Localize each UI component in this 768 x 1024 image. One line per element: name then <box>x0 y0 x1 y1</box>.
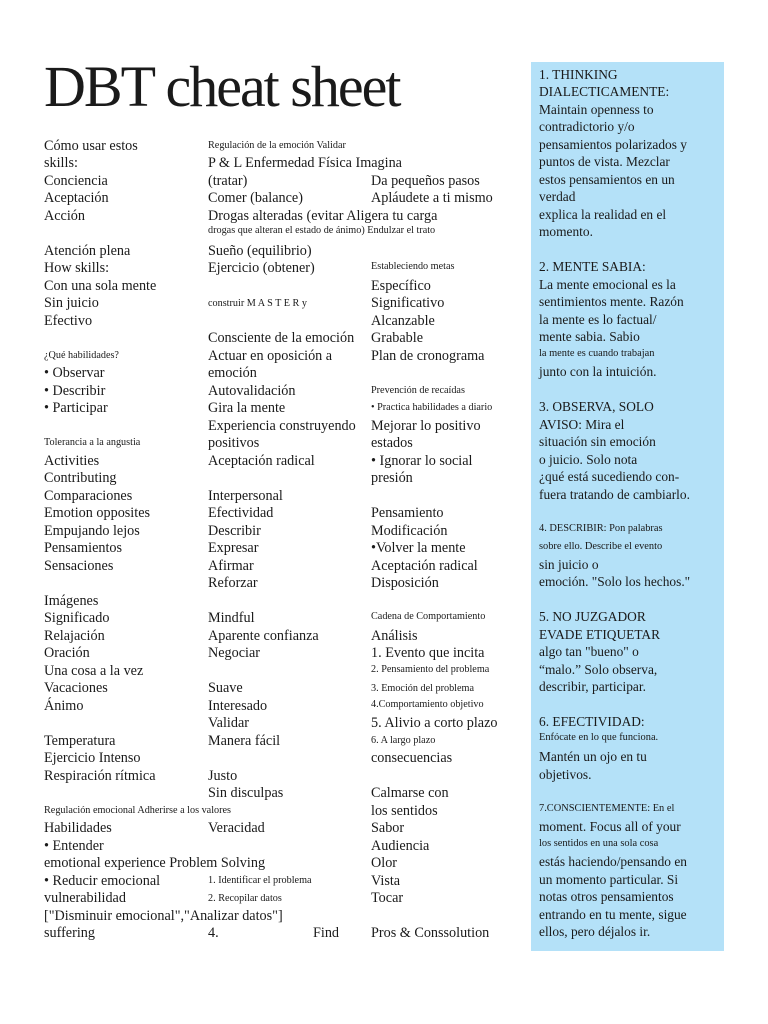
sidebar-line: sentimientos mente. Razón <box>539 294 684 309</box>
column-line: emotional experience Problem Solving <box>44 855 266 871</box>
column-line: Negociar <box>208 645 260 661</box>
column-line: • Practica habilidades a diario <box>371 402 493 413</box>
column-line: Con una sola mente <box>44 278 157 294</box>
column-line: suffering <box>44 925 95 941</box>
sidebar-line: describir, participar. <box>539 679 646 694</box>
column-line: Tolerancia a la angustia <box>44 437 141 448</box>
column-line: Regulación de la emoción Validar <box>208 140 346 151</box>
sidebar-line: algo tan "bueno" o <box>539 644 639 659</box>
column-line: Afirmar <box>208 558 254 574</box>
column-line: P & L Enfermedad Física Imagina <box>208 155 402 171</box>
sidebar-line: un momento particular. Si <box>539 872 679 887</box>
sidebar-line: verdad <box>539 189 576 204</box>
sidebar-line: estos pensamientos en un <box>539 172 675 187</box>
column-line: Aparente confianza <box>208 628 319 644</box>
sidebar-line: explica la realidad en el <box>539 207 667 222</box>
column-line: Gira la mente <box>208 400 286 416</box>
column-line: How skills: <box>44 260 110 276</box>
sidebar-line: DIALECTICAMENTE: <box>539 84 670 99</box>
sidebar-line: notas otros pensamientos <box>539 889 674 904</box>
sidebar-line: moment. Focus all of your <box>539 819 681 834</box>
column-line: 5. Alivio a corto plazo <box>371 715 498 731</box>
column-line: •Volver la mente <box>371 540 466 556</box>
column-line: Reforzar <box>208 575 258 591</box>
column-line: Experiencia construyendo <box>208 418 356 434</box>
sidebar-line: Mantén un ojo en tu <box>539 749 647 764</box>
column-line: Describir <box>208 523 261 539</box>
column-line: drogas que alteran el estado de ánimo) Endulzar el trato <box>208 225 436 236</box>
column-line: skills: <box>44 155 78 171</box>
column-line: • Observar <box>44 365 105 381</box>
column-line: • Entender <box>44 838 104 854</box>
sidebar-line: Maintain openness to <box>539 102 654 117</box>
column-line: Contributing <box>44 470 117 486</box>
column-line: Comer (balance) <box>208 190 303 206</box>
column-line: Pros & Conssolution <box>371 925 490 941</box>
sidebar-line: 7.CONSCIENTEMENTE: En el <box>539 803 675 814</box>
column-line: Autovalidación <box>208 383 296 399</box>
column-line: Sabor <box>371 820 405 836</box>
page-title: DBT cheat sheet <box>44 54 400 119</box>
column-line: ["Disminuir emocional","Analizar datos"] <box>44 908 283 924</box>
column-line: • Reducir emocional <box>44 873 161 889</box>
column-line: presión <box>371 470 413 486</box>
column-line: Respiración rítmica <box>44 768 156 784</box>
column-line: Efectivo <box>44 313 93 329</box>
column-line: 1. Identificar el problema <box>208 875 312 886</box>
column-line: Imágenes <box>44 593 99 609</box>
column-line: Grabable <box>371 330 423 346</box>
column-line: Sin juicio <box>44 295 99 311</box>
sidebar-line: 4. DESCRIBIR: Pon palabras <box>539 523 663 534</box>
column-line: 2. Recopilar datos <box>208 893 282 904</box>
column-line: Pensamientos <box>44 540 123 556</box>
column-line: construir M A S T E R y <box>208 298 307 309</box>
column-line: Plan de cronograma <box>371 348 485 364</box>
column-line: Regulación emocional Adherirse a los valores <box>44 805 231 816</box>
floating-line: Find <box>313 925 340 941</box>
sidebar-line: sobre ello. Describe el evento <box>539 541 663 552</box>
column-line: estados <box>371 435 413 451</box>
column-line: Aceptación <box>44 190 109 206</box>
column-line: Oración <box>44 645 90 661</box>
column-line: Interesado <box>208 698 268 714</box>
column-line: Apláudete a ti mismo <box>371 190 493 206</box>
column-line: Cómo usar estos <box>44 138 138 154</box>
column-line: Consciente de la emoción <box>208 330 355 346</box>
sidebar-line: entrando en tu mente, sigue <box>539 907 687 922</box>
column-line: Sueño (equilibrio) <box>208 243 312 259</box>
sidebar-line: o juicio. Solo nota <box>539 452 638 467</box>
column-line: Audiencia <box>371 838 430 854</box>
column-line: 3. Emoción del problema <box>371 683 474 694</box>
column-line: 4.Comportamiento objetivo <box>371 699 484 710</box>
column-line: Aceptación radical <box>371 558 478 574</box>
sidebar-line: mente sabia. Sabio <box>539 329 640 344</box>
column-line: Cadena de Comportamiento <box>371 611 486 622</box>
sidebar-line: ellos, pero déjalos ir. <box>539 924 651 939</box>
column-line: 6. A largo plazo <box>371 735 436 746</box>
column-line: Significado <box>44 610 110 626</box>
sidebar-line: pensamientos polarizados y <box>539 137 688 152</box>
column-line: los sentidos <box>371 803 438 819</box>
column-line: emoción <box>208 365 257 381</box>
column-line: Conciencia <box>44 173 108 189</box>
sidebar-line: sin juicio o <box>539 557 599 572</box>
column-line: Significativo <box>371 295 445 311</box>
column-line: Específico <box>371 278 431 294</box>
column-line: Estableciendo metas <box>371 261 455 272</box>
sidebar-line: EVADE ETIQUETAR <box>539 627 661 642</box>
column-line: (tratar) <box>208 173 248 189</box>
column-line: Mejorar lo positivo <box>371 418 481 434</box>
column-line: Drogas alteradas (evitar Aligera tu carga <box>208 208 438 224</box>
column-line: Sin disculpas <box>208 785 284 801</box>
column-line: positivos <box>208 435 260 451</box>
sidebar-line: junto con la intuición. <box>539 364 657 379</box>
sidebar-line: 6. EFECTIVIDAD: <box>539 714 645 729</box>
sidebar-panel <box>531 62 724 951</box>
column-line: Disposición <box>371 575 439 591</box>
sidebar-line: situación sin emoción <box>539 434 656 449</box>
column-line: Aceptación radical <box>208 453 315 469</box>
column-line: 1. Evento que incita <box>371 645 485 661</box>
sidebar-line: 2. MENTE SABIA: <box>539 259 646 274</box>
column-line: ¿Qué habilidades? <box>44 350 119 361</box>
sidebar-line: AVISO: Mira el <box>539 417 625 432</box>
sidebar-line: fuera tratando de cambiarlo. <box>539 487 690 502</box>
column-line: Sensaciones <box>44 558 114 574</box>
column-line: Empujando lejos <box>44 523 140 539</box>
column-line: Ejercicio (obtener) <box>208 260 315 276</box>
column-line: Validar <box>208 715 249 731</box>
sidebar-line: “malo.” Solo observa, <box>539 662 658 677</box>
sidebar-line: ¿qué está sucediendo con- <box>539 469 680 484</box>
sidebar-line: la mente es lo factual/ <box>539 312 657 327</box>
column-line: Modificación <box>371 523 448 539</box>
sidebar-line: contradictorio y/o <box>539 119 635 134</box>
column-line: Vacaciones <box>44 680 108 696</box>
column-line: Pensamiento <box>371 505 444 521</box>
column-line: Actuar en oposición a <box>208 348 333 364</box>
column-line: Mindful <box>208 610 255 626</box>
sidebar-line: 1. THINKING <box>539 67 618 82</box>
column-line: • Participar <box>44 400 108 416</box>
column-line: Análisis <box>371 628 418 644</box>
column-line: Comparaciones <box>44 488 133 504</box>
sidebar-line: objetivos. <box>539 767 592 782</box>
column-line: Expresar <box>208 540 259 556</box>
column-line: 2. Pensamiento del problema <box>371 664 490 675</box>
column-line: Olor <box>371 855 398 871</box>
column-line: Ánimo <box>44 698 84 714</box>
column-line: consecuencias <box>371 750 453 766</box>
column-line: • Describir <box>44 383 106 399</box>
sidebar-line: emoción. "Solo los hechos." <box>539 574 691 589</box>
column-line: Suave <box>208 680 243 696</box>
column-line: Activities <box>44 453 100 469</box>
column-line: Interpersonal <box>208 488 283 504</box>
column-line: Tocar <box>371 890 404 906</box>
column-line: Alcanzable <box>371 313 435 329</box>
column-line: Una cosa a la vez <box>44 663 144 679</box>
column-line: Efectividad <box>208 505 274 521</box>
column-line: Ejercicio Intenso <box>44 750 141 766</box>
sidebar-line: 3. OBSERVA, SOLO <box>539 399 654 414</box>
column-line: Habilidades <box>44 820 112 836</box>
column-line: 4. <box>208 925 219 941</box>
sidebar-line: 5. NO JUZGADOR <box>539 609 646 624</box>
column-line: Justo <box>208 768 238 784</box>
column-line: Da pequeños pasos <box>371 173 480 189</box>
column-line: vulnerabilidad <box>44 890 126 906</box>
column-line: Prevención de recaídas <box>371 385 465 396</box>
column-line: Calmarse con <box>371 785 449 801</box>
sidebar-line: la mente es cuando trabajan <box>539 348 655 359</box>
sidebar-line: los sentidos en una sola cosa <box>539 838 659 849</box>
column-line: Vista <box>371 873 401 889</box>
column-line: • Ignorar lo social <box>371 453 473 469</box>
column-line: Acción <box>44 208 85 224</box>
column-line: Atención plena <box>44 243 131 259</box>
column-line: Relajación <box>44 628 105 644</box>
column-line: Emotion opposites <box>44 505 151 521</box>
sidebar-line: La mente emocional es la <box>539 277 676 292</box>
column-line: Manera fácil <box>208 733 281 749</box>
sidebar-line: puntos de vista. Mezclar <box>539 154 670 169</box>
sidebar-line: Enfócate en lo que funciona. <box>539 732 659 743</box>
sidebar-line: momento. <box>539 224 593 239</box>
column-line: Temperatura <box>44 733 116 749</box>
column-line: Veracidad <box>208 820 265 836</box>
sidebar-line: estás haciendo/pensando en <box>539 854 687 869</box>
